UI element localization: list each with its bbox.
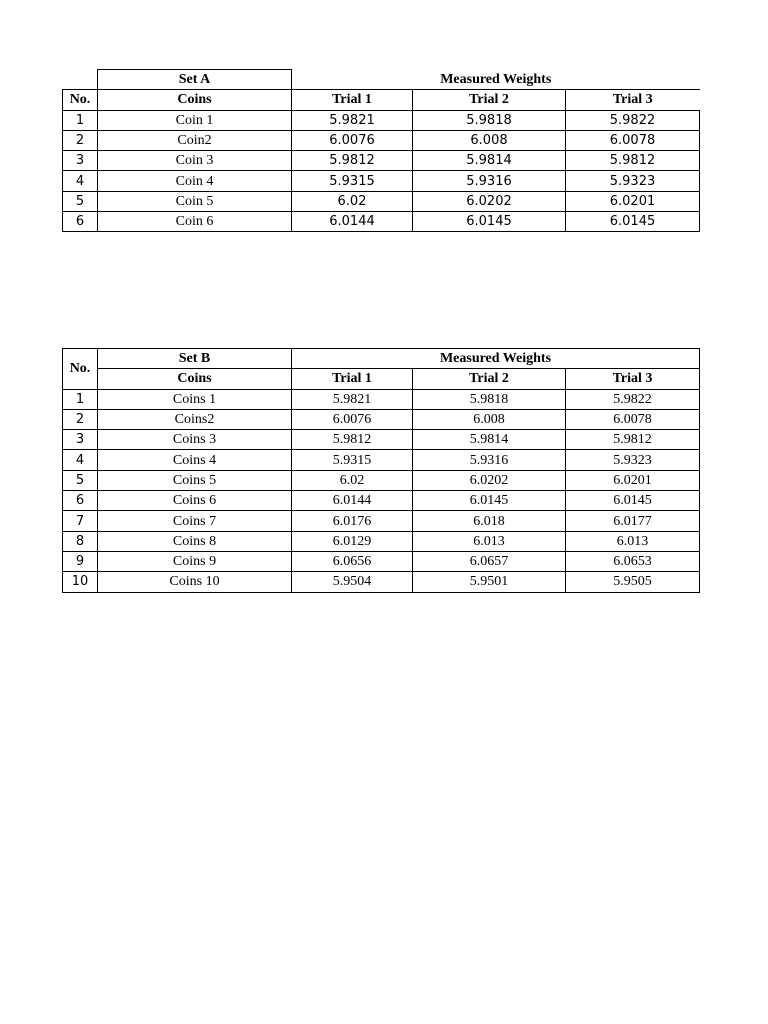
- trial-1-value: 5.9821: [292, 110, 413, 130]
- row-number: 5: [63, 470, 98, 490]
- set-b-header-row-2: [63, 369, 700, 389]
- trial-2-value: 6.013: [413, 531, 566, 551]
- table-row: [63, 130, 700, 150]
- table-row: [63, 151, 700, 171]
- trial-1-value: 6.0144: [292, 491, 413, 511]
- coin-name: Coin 1: [98, 110, 292, 130]
- coin-name: Coin 5: [98, 191, 292, 211]
- table-row: [63, 212, 700, 232]
- table-row: [63, 110, 700, 130]
- trial-3-value: 5.9323: [566, 450, 700, 470]
- coin-name: Coins 9: [98, 551, 292, 571]
- table-row: [63, 531, 700, 551]
- trial-1-value: 5.9315: [292, 450, 413, 470]
- trial-1-value: 6.0144: [292, 212, 413, 232]
- table-row: [63, 470, 700, 490]
- set-a-corner-cell: [63, 70, 98, 90]
- trial-2-value: 5.9814: [413, 151, 566, 171]
- trial-1-value: 6.02: [292, 191, 413, 211]
- coin-name: Coins 8: [98, 531, 292, 551]
- set-b-label: Set B: [98, 349, 292, 369]
- set-a-trial-3-header: Trial 3: [566, 90, 700, 110]
- trial-2-value: 5.9814: [413, 430, 566, 450]
- set-a-no-header: No.: [63, 90, 98, 110]
- coin-name: Coin 3: [98, 151, 292, 171]
- row-number: 4: [63, 171, 98, 191]
- coin-name: Coin 6: [98, 212, 292, 232]
- trial-2-value: 6.008: [413, 409, 566, 429]
- trial-3-value: 6.0653: [566, 551, 700, 571]
- trial-2-value: 5.9818: [413, 389, 566, 409]
- set-b-measured-weights-header: Measured Weights: [292, 349, 700, 369]
- trial-1-value: 6.0076: [292, 130, 413, 150]
- coin-name: Coin2: [98, 130, 292, 150]
- trial-2-value: 6.0202: [413, 191, 566, 211]
- table-row: [63, 450, 700, 470]
- trial-2-value: 6.0202: [413, 470, 566, 490]
- set-b-coins-header: Coins: [98, 369, 292, 389]
- trial-2-value: 5.9818: [413, 110, 566, 130]
- set-a-coins-header: Coins: [98, 90, 292, 110]
- trial-2-value: 6.0657: [413, 551, 566, 571]
- trial-2-value: 6.0145: [413, 491, 566, 511]
- coin-name: Coins 6: [98, 491, 292, 511]
- trial-3-value: 6.013: [566, 531, 700, 551]
- set-b-table: [62, 348, 700, 593]
- trial-1-value: 6.0076: [292, 409, 413, 429]
- row-number: 10: [63, 572, 98, 592]
- set-b-no-header: No.: [63, 349, 98, 390]
- trial-2-value: 5.9501: [413, 572, 566, 592]
- trial-2-value: 6.0145: [413, 212, 566, 232]
- row-number: 1: [63, 389, 98, 409]
- row-number: 3: [63, 430, 98, 450]
- row-number: 7: [63, 511, 98, 531]
- row-number: 2: [63, 409, 98, 429]
- trial-3-value: 6.0145: [566, 491, 700, 511]
- row-number: 1: [63, 110, 98, 130]
- trial-1-value: 6.0176: [292, 511, 413, 531]
- trial-3-value: 6.0145: [566, 212, 700, 232]
- trial-3-value: 5.9822: [566, 389, 700, 409]
- trial-3-value: 5.9822: [566, 110, 700, 130]
- trial-1-value: 5.9812: [292, 430, 413, 450]
- table-row: [63, 389, 700, 409]
- trial-1-value: 5.9812: [292, 151, 413, 171]
- row-number: 9: [63, 551, 98, 571]
- row-number: 2: [63, 130, 98, 150]
- set-a-table: [62, 69, 700, 232]
- trial-3-value: 5.9323: [566, 171, 700, 191]
- table-row: [63, 171, 700, 191]
- trial-3-value: 5.9812: [566, 430, 700, 450]
- trial-1-value: 6.02: [292, 470, 413, 490]
- set-a-trial-2-header: Trial 2: [413, 90, 566, 110]
- trial-2-value: 6.018: [413, 511, 566, 531]
- coin-name: Coins 4: [98, 450, 292, 470]
- coin-name: Coins 3: [98, 430, 292, 450]
- trial-1-value: 5.9315: [292, 171, 413, 191]
- set-b-header-row-1: [63, 349, 700, 369]
- set-a-label: Set A: [98, 70, 292, 90]
- coin-name: Coins 10: [98, 572, 292, 592]
- trial-1-value: 5.9821: [292, 389, 413, 409]
- trial-2-value: 5.9316: [413, 171, 566, 191]
- table-row: [63, 191, 700, 211]
- trial-3-value: 6.0201: [566, 470, 700, 490]
- trial-2-value: 5.9316: [413, 450, 566, 470]
- set-a-trial-1-header: Trial 1: [292, 90, 413, 110]
- set-a-header-row-1: [63, 70, 700, 90]
- set-b-trial-3-header: Trial 3: [566, 369, 700, 389]
- table-row: [63, 551, 700, 571]
- trial-3-value: 5.9812: [566, 151, 700, 171]
- trial-1-value: 6.0129: [292, 531, 413, 551]
- row-number: 8: [63, 531, 98, 551]
- table-row: [63, 572, 700, 592]
- set-b-trial-2-header: Trial 2: [413, 369, 566, 389]
- trial-1-value: 6.0656: [292, 551, 413, 571]
- table-row: [63, 491, 700, 511]
- trial-2-value: 6.008: [413, 130, 566, 150]
- trial-3-value: 5.9505: [566, 572, 700, 592]
- coin-name: Coin 4: [98, 171, 292, 191]
- trial-3-value: 6.0177: [566, 511, 700, 531]
- trial-3-value: 6.0201: [566, 191, 700, 211]
- trial-1-value: 5.9504: [292, 572, 413, 592]
- trial-3-value: 6.0078: [566, 130, 700, 150]
- coin-name: Coins2: [98, 409, 292, 429]
- row-number: 6: [63, 491, 98, 511]
- table-row: [63, 409, 700, 429]
- coin-name: Coins 5: [98, 470, 292, 490]
- trial-3-value: 6.0078: [566, 409, 700, 429]
- row-number: 3: [63, 151, 98, 171]
- table-row: [63, 430, 700, 450]
- coin-name: Coins 1: [98, 389, 292, 409]
- set-a-header-row-2: [63, 90, 700, 110]
- set-b-trial-1-header: Trial 1: [292, 369, 413, 389]
- table-row: [63, 511, 700, 531]
- row-number: 4: [63, 450, 98, 470]
- coin-name: Coins 7: [98, 511, 292, 531]
- row-number: 6: [63, 212, 98, 232]
- row-number: 5: [63, 191, 98, 211]
- set-a-measured-weights-header: Measured Weights: [292, 70, 700, 90]
